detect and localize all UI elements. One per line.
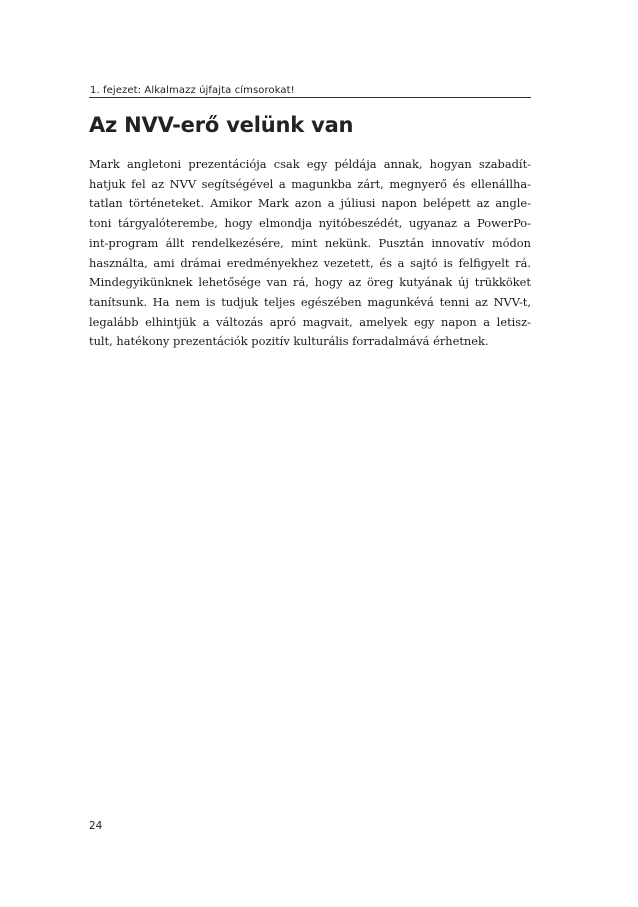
page-number: 24	[89, 820, 103, 832]
paragraph-line: legalább elhintjük a változás apró magvait, amelyek egy napon a letisz-	[89, 314, 531, 329]
paragraph-line: toni tárgyalóterembe, hogy elmondja nyitóbeszédét, ugyanaz a PowerPo-	[89, 216, 531, 231]
paragraph-line: tult, hatékony prezentációk pozitív kulturális forradalmává érhetnek.	[89, 334, 489, 349]
header-rule	[89, 97, 531, 98]
paragraph-line: tanítsunk. Ha nem is tudjuk teljes egészében magunkévá tenni az NVV-t,	[89, 294, 531, 309]
section-title: Az NVV-erő velünk van	[89, 113, 354, 137]
paragraph-line: Mindegyikünknek lehetősége van rá, hogy az öreg kutyának új trükköket	[89, 275, 531, 290]
paragraph-line: Mark angletoni prezentációja csak egy példája annak, hogyan szabadít-	[89, 157, 531, 171]
paragraph-line: tatlan történeteket. Amikor Mark azon a júliusi napon belépett az angle-	[89, 196, 531, 211]
running-header: 1. fejezet: Alkalmazz újfajta címsorokat!	[90, 85, 295, 96]
body-paragraph	[89, 155, 531, 352]
paragraph-line: int-program állt rendelkezésére, mint nekünk. Pusztán innovatív módon	[89, 235, 531, 250]
paragraph-line: hatjuk fel az NVV segítségével a magunkba zárt, megnyerő és ellenállha-	[89, 176, 531, 191]
paragraph-line: használta, ami drámai eredményekhez vezetett, és a sajtó is felfigyelt rá.	[89, 255, 531, 270]
